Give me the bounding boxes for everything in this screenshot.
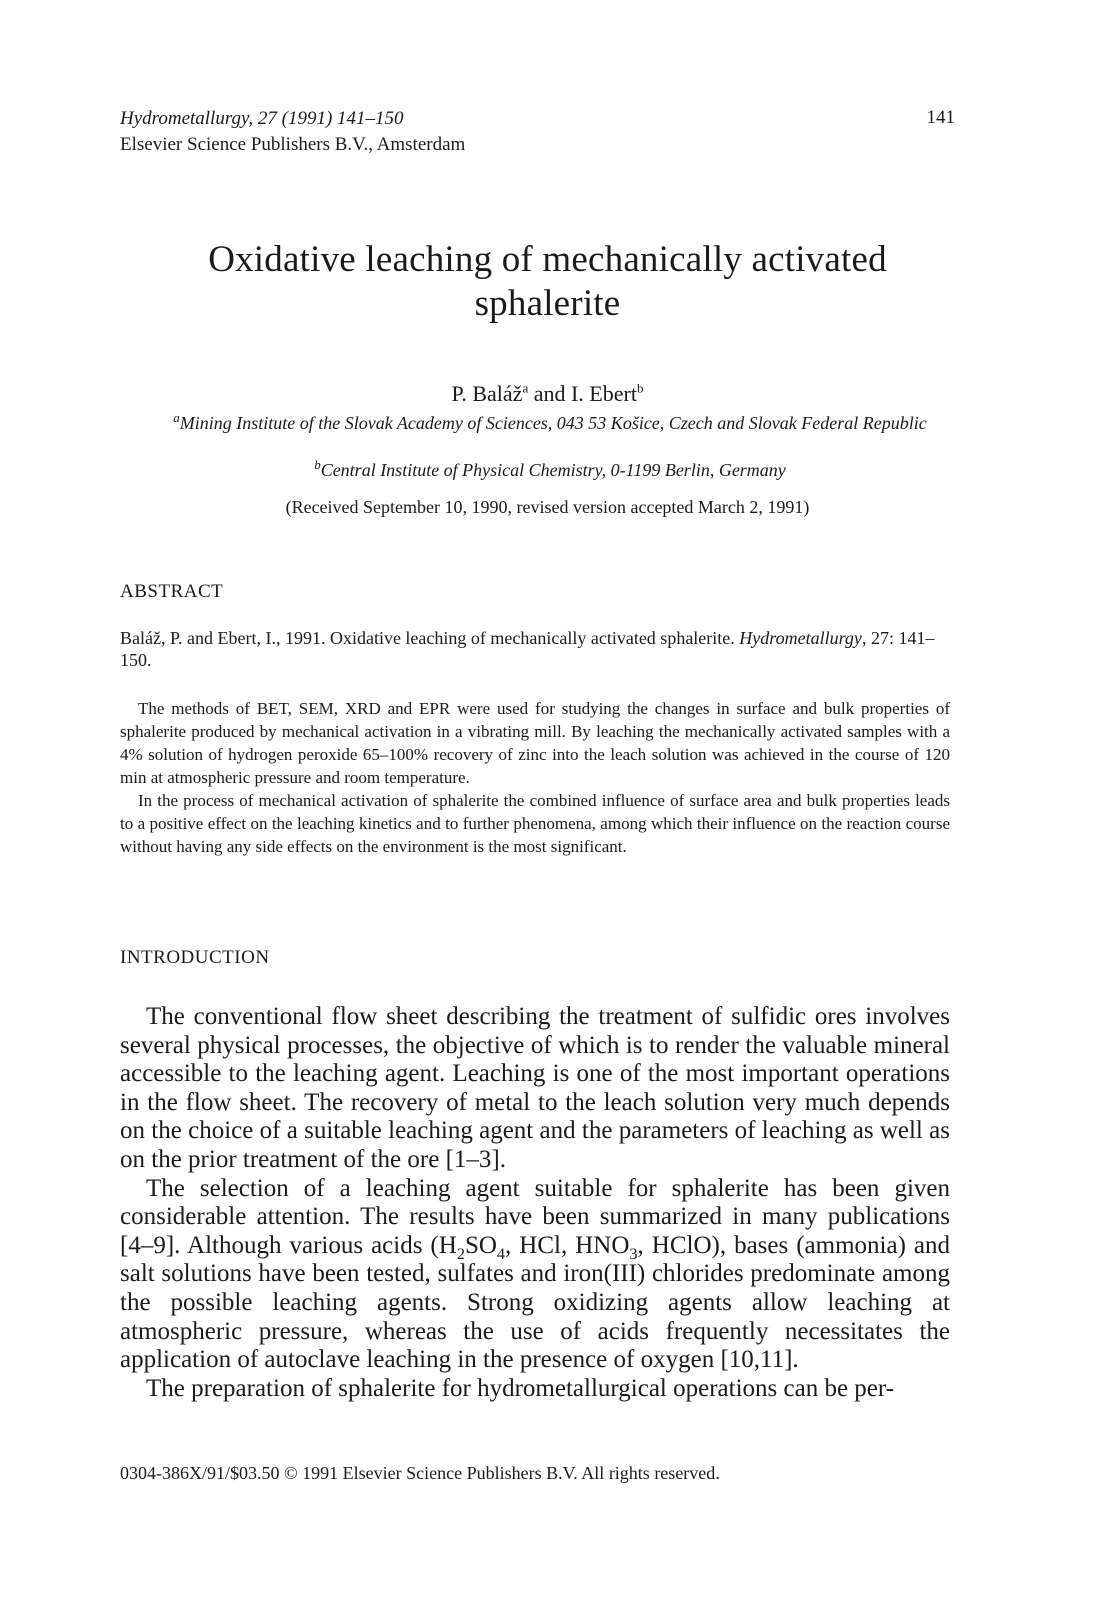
title-line-1: Oxidative leaching of mechanically activated bbox=[208, 239, 887, 280]
citation-volume: , 27: 141–150. bbox=[120, 628, 935, 670]
paragraph-2-text-d: , HClO), bases (ammonia) and salt solutions have been tested, sulfates and iron(III) chlorides predominate among the possible leaching agents. Strong oxidizing agents allow leaching at atmospheric pressure, whereas the use of acids frequently necessitates the application of autoclave leaching in the presence of oxygen [10,11]. bbox=[120, 1231, 951, 1374]
introduction-body bbox=[120, 1003, 950, 1403]
abstract-body bbox=[120, 697, 950, 858]
abstract-paragraph-1: The methods of BET, SEM, XRD and EPR were used for studying the changes in surface and bulk properties of sphalerite produced by mechanical activation in a vibrating mill. By leaching the mechanically activated samples with a 4% solution of hydrogen peroxide 65–100% recovery of zinc into the leach solution was achieved in the course of 120 min at atmospheric pressure and room temperature. bbox=[120, 699, 950, 787]
copyright-footer: 0304-386X/91/$03.50 © 1991 Elsevier Science Publishers B.V. All rights reserved. bbox=[120, 1463, 720, 1483]
subscript-3: 3 bbox=[629, 1244, 638, 1263]
affiliation-a-text: Mining Institute of the Slovak Academy of Sciences, 043 53 Košice, Czech and Slovak Federal Republic bbox=[179, 413, 927, 433]
abstract-citation bbox=[120, 627, 950, 671]
affiliation-b-text: Central Institute of Physical Chemistry, 0-1199 Berlin, Germany bbox=[320, 460, 786, 480]
author-1: P. Baláž bbox=[451, 381, 523, 406]
introduction-paragraph-2 bbox=[120, 1175, 950, 1375]
introduction-paragraph-1: The conventional flow sheet describing the treatment of sulfidic ores involves several physical processes, the objective of which is to render the valuable mineral accessible to the leaching agent. Leaching is one of the most important operations in the flow sheet. The recovery of metal to the leach solution very much depends on the choice of a suitable leaching agent and the parameters of leaching as well as on the prior treatment of the ore [1–3]. bbox=[120, 1003, 950, 1173]
author-2-affiliation-mark: b bbox=[636, 380, 644, 396]
publisher-line: Elsevier Science Publishers B.V., Amsterdam bbox=[120, 134, 466, 155]
introduction-paragraph-3: The preparation of sphalerite for hydrometallurgical operations can be per- bbox=[146, 1374, 895, 1402]
article-title bbox=[0, 238, 1095, 326]
affiliation-b bbox=[120, 459, 980, 481]
affiliation-b-mark: b bbox=[314, 457, 321, 472]
paragraph-2-text-b: SO bbox=[464, 1231, 497, 1259]
paragraph-2-text-a: The selection of a leaching agent suitable for sphalerite has been given considerable attention. The results have been summarized in many publications [4–9]. Although various acids (H bbox=[120, 1174, 950, 1259]
author-1-affiliation-mark: a bbox=[522, 380, 529, 396]
received-dates: (Received September 10, 1990, revised version accepted March 2, 1991) bbox=[285, 497, 810, 517]
journal-citation: Hydrometallurgy, 27 (1991) 141–150 bbox=[120, 108, 404, 129]
affiliation-a-mark: a bbox=[173, 410, 180, 425]
introduction-heading: INTRODUCTION bbox=[120, 947, 270, 968]
page-number: 141 bbox=[926, 107, 955, 128]
abstract-paragraph-2: In the process of mechanical activation of sphalerite the combined influence of surface area and bulk properties leads to a positive effect on the leaching kinetics and to further phenomena, among which their influence on the reaction course without having any side effects on the environment is the most significant. bbox=[120, 791, 950, 856]
title-line-2: sphalerite bbox=[474, 283, 621, 324]
author-connector: and bbox=[528, 381, 571, 406]
paragraph-2-text-c: , HCl, HNO bbox=[505, 1231, 630, 1259]
author-2: I. Ebert bbox=[570, 381, 637, 406]
abstract-heading: ABSTRACT bbox=[120, 581, 224, 602]
citation-journal: Hydrometallurgy bbox=[739, 628, 862, 648]
subscript-4: 4 bbox=[496, 1244, 506, 1263]
subscript-2: 2 bbox=[456, 1244, 465, 1263]
citation-text: Baláž, P. and Ebert, I., 1991. Oxidative leaching of mechanically activated sphalerite. bbox=[120, 628, 740, 648]
affiliation-a bbox=[120, 412, 980, 434]
author-list bbox=[0, 381, 1095, 407]
